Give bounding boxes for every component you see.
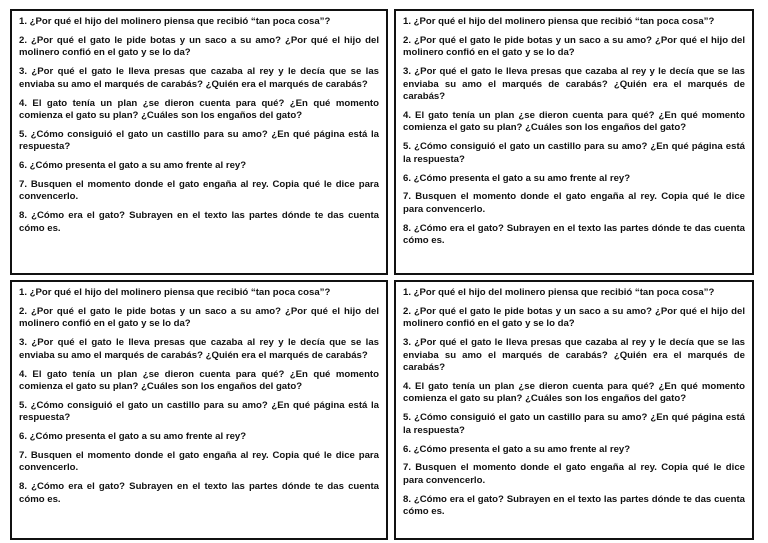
question-4: 4. El gato tenía un plan ¿se dieron cuenta para qué? ¿En qué momento comienza el gato su plan? ¿Cuáles son los engaños del gato?	[403, 109, 745, 134]
question-8: 8. ¿Cómo era el gato? Subrayen en el texto las partes dónde te das cuenta cómo es.	[403, 222, 745, 247]
question-4: 4. El gato tenía un plan ¿se dieron cuenta para qué? ¿En qué momento comienza el gato su plan? ¿Cuáles son los engaños del gato?	[19, 368, 379, 392]
question-5: 5. ¿Cómo consiguió el gato un castillo para su amo? ¿En qué página está la respuesta?	[19, 399, 379, 424]
question-6: 6. ¿Cómo presenta el gato a su amo frente al rey?	[403, 172, 631, 184]
question-3: 3. ¿Por qué el gato le lleva presas que cazaba al rey y le decía que se las enviaba su amo el marqués de carabás? ¿Quién era el marqués de carabás?	[403, 66, 745, 103]
question-1: 1. ¿Por qué el hijo del molinero piensa que recibió “tan poca cosa”?	[19, 287, 331, 298]
question-5: 5. ¿Cómo consiguió el gato un castillo para su amo? ¿En qué página está la respuesta?	[19, 128, 379, 153]
question-card-top-left	[10, 9, 388, 275]
question-6: 6. ¿Cómo presenta el gato a su amo frente al rey?	[403, 443, 631, 455]
question-2: 2. ¿Por qué el gato le pide botas y un saco a su amo? ¿Por qué el hijo del molinero confió en el gato y se lo da?	[19, 305, 379, 330]
question-1: 1. ¿Por qué el hijo del molinero piensa que recibió “tan poca cosa”?	[403, 16, 715, 27]
question-7: 7. Busquen el momento donde el gato engaña al rey. Copia qué le dice para convencerlo.	[19, 179, 379, 203]
question-7: 7. Busquen el momento donde el gato engaña al rey. Copia qué le dice para convencerlo.	[403, 462, 745, 486]
question-3: 3. ¿Por qué el gato le lleva presas que cazaba al rey y le decía que se las enviaba su amo el marqués de carabás? ¿Quién era el marqués de carabás?	[19, 337, 379, 361]
question-7: 7. Busquen el momento donde el gato engaña al rey. Copia qué le dice para convencerlo.	[403, 191, 745, 215]
question-8: 8. ¿Cómo era el gato? Subrayen en el texto las partes dónde te das cuenta cómo es.	[403, 493, 745, 518]
question-4: 4. El gato tenía un plan ¿se dieron cuenta para qué? ¿En qué momento comienza el gato su plan? ¿Cuáles son los engaños del gato?	[403, 380, 745, 405]
question-3: 3. ¿Por qué el gato le lleva presas que cazaba al rey y le decía que se las enviaba su amo el marqués de carabás? ¿Quién era el marqués de carabás?	[19, 66, 379, 90]
question-card-top-right	[394, 9, 754, 275]
question-3: 3. ¿Por qué el gato le lleva presas que cazaba al rey y le decía que se las enviaba su amo el marqués de carabás? ¿Quién era el marqués de carabás?	[403, 337, 745, 374]
question-6: 6. ¿Cómo presenta el gato a su amo frente al rey?	[19, 431, 247, 443]
question-card-bottom-right	[394, 280, 754, 540]
question-8: 8. ¿Cómo era el gato? Subrayen en el texto las partes dónde te das cuenta cómo es.	[19, 481, 379, 505]
question-4: 4. El gato tenía un plan ¿se dieron cuenta para qué? ¿En qué momento comienza el gato su plan? ¿Cuáles son los engaños del gato?	[19, 97, 379, 121]
question-card-bottom-left	[10, 280, 388, 540]
question-5: 5. ¿Cómo consiguió el gato un castillo para su amo? ¿En qué página está la respuesta?	[403, 141, 745, 165]
question-2: 2. ¿Por qué el gato le pide botas y un saco a su amo? ¿Por qué el hijo del molinero confió en el gato y se lo da?	[19, 34, 379, 59]
question-2: 2. ¿Por qué el gato le pide botas y un saco a su amo? ¿Por qué el hijo del molinero confió en el gato y se lo da?	[403, 305, 745, 330]
question-7: 7. Busquen el momento donde el gato engaña al rey. Copia qué le dice para convencerlo.	[19, 450, 379, 474]
question-6: 6. ¿Cómo presenta el gato a su amo frente al rey?	[19, 160, 247, 172]
question-2: 2. ¿Por qué el gato le pide botas y un saco a su amo? ¿Por qué el hijo del molinero confió en el gato y se lo da?	[403, 34, 745, 59]
question-1: 1. ¿Por qué el hijo del molinero piensa que recibió “tan poca cosa”?	[403, 287, 715, 298]
question-5: 5. ¿Cómo consiguió el gato un castillo para su amo? ¿En qué página está la respuesta?	[403, 412, 745, 436]
question-1: 1. ¿Por qué el hijo del molinero piensa que recibió “tan poca cosa”?	[19, 16, 331, 27]
question-8: 8. ¿Cómo era el gato? Subrayen en el texto las partes dónde te das cuenta cómo es.	[19, 210, 379, 234]
